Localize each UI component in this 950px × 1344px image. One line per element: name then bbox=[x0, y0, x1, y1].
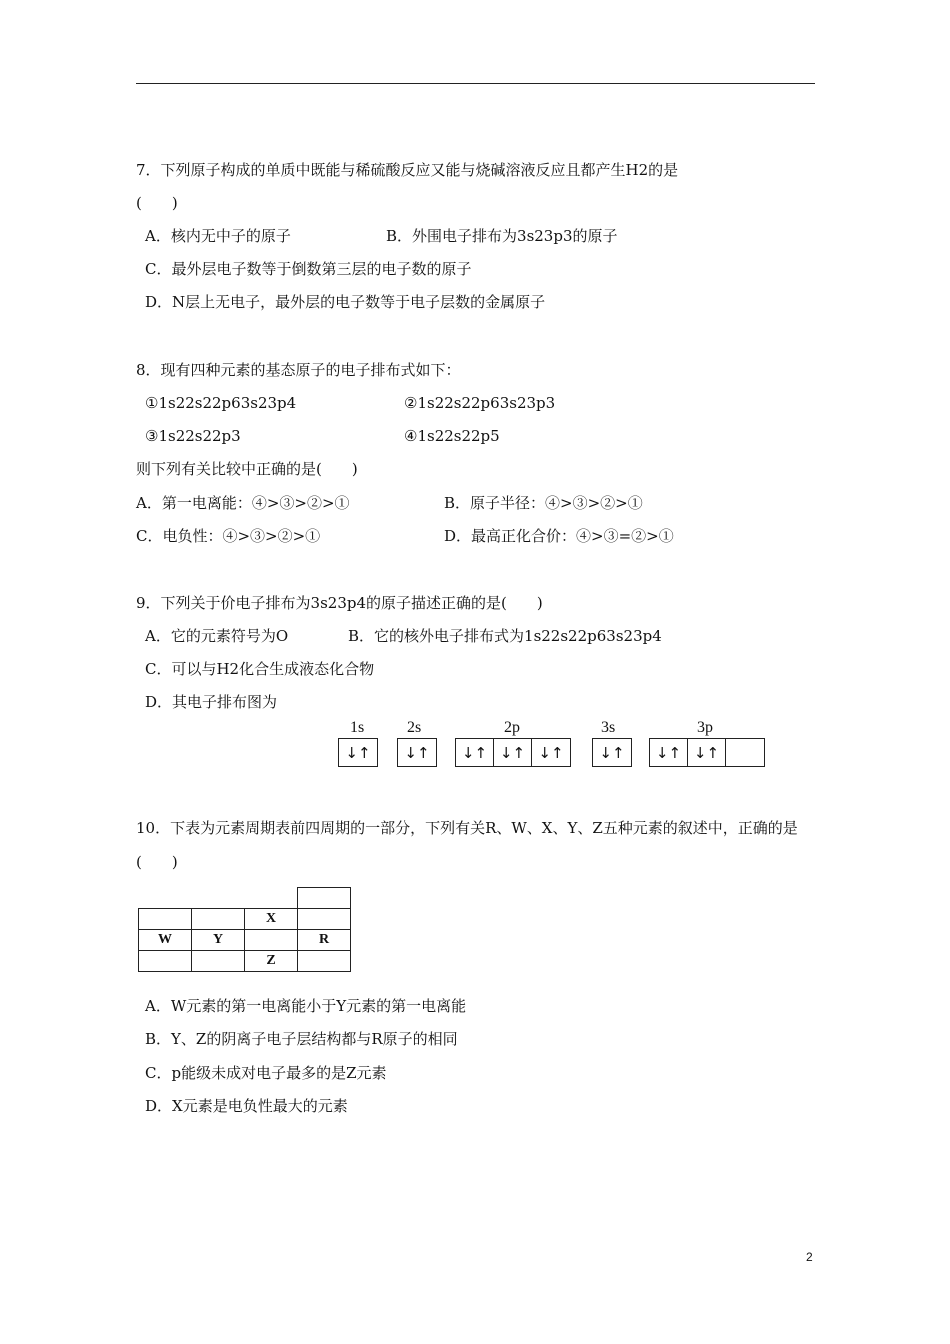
q8-option-a: A．第一电离能：④>③>②>① bbox=[136, 494, 350, 512]
page-number: 2 bbox=[806, 1250, 813, 1264]
periodic-table-fragment bbox=[138, 887, 351, 972]
q9-option-c: C．可以与H2化合生成液态化合物 bbox=[145, 660, 375, 678]
orbital-label-3p: 3p bbox=[697, 719, 713, 736]
orbital-cell: ↓↑ bbox=[688, 739, 726, 766]
q10-stem: 10．下表为元素周期表前四周期的一部分，下列有关R、W、X、Y、Z五种元素的叙述中，正确的是 bbox=[136, 819, 798, 837]
orbital-label-3s: 3s bbox=[601, 719, 616, 736]
q7-option-b: B．外围电子排布为3s23p3的原子 bbox=[386, 227, 618, 245]
pt-cell bbox=[245, 930, 298, 951]
q9-option-b: B．它的核外电子排布式为1s22s22p63s23p4 bbox=[348, 627, 662, 645]
pt-cell bbox=[192, 951, 245, 972]
q10-answer-paren: ( ) bbox=[136, 853, 178, 871]
q8-question: 则下列有关比较中正确的是( ) bbox=[136, 460, 358, 478]
q8-config-1: ①1s22s22p63s23p4 bbox=[145, 394, 297, 412]
pt-cell bbox=[139, 909, 192, 930]
orbital-cell: ↓↑ bbox=[599, 743, 625, 762]
pt-cell-x: X bbox=[245, 909, 298, 930]
orbital-box-2s bbox=[397, 738, 437, 767]
q8-option-d: D．最高正化合价：④>③=②>① bbox=[444, 527, 674, 545]
pt-cell-w: W bbox=[139, 930, 192, 951]
q7-option-a: A．核内无中子的原子 bbox=[145, 227, 291, 245]
q9-option-d: D．其电子排布图为 bbox=[145, 693, 278, 711]
orbital-label-2s: 2s bbox=[407, 719, 422, 736]
q7-option-d: D．N层上无电子，最外层的电子数等于电子层数的金属原子 bbox=[145, 293, 546, 311]
q8-config-3: ③1s22s22p3 bbox=[145, 427, 241, 445]
q10-option-a: A．W元素的第一电离能小于Y元素的第一电离能 bbox=[145, 997, 467, 1015]
q8-stem: 8．现有四种元素的基态原子的电子排布式如下： bbox=[136, 361, 461, 379]
pt-cell bbox=[139, 951, 192, 972]
orbital-cell-empty bbox=[726, 739, 764, 766]
q7-stem: 7．下列原子构成的单质中既能与稀硫酸反应又能与烧碱溶液反应且都产生H2的是 bbox=[136, 161, 679, 179]
orbital-box-3p bbox=[649, 738, 765, 767]
orbital-cell: ↓↑ bbox=[404, 743, 430, 762]
header-rule bbox=[136, 83, 815, 84]
pt-cell bbox=[298, 888, 351, 909]
pt-cell bbox=[192, 909, 245, 930]
orbital-cell: ↓↑ bbox=[345, 743, 371, 762]
orbital-cell: ↓↑ bbox=[456, 739, 494, 766]
pt-cell-y: Y bbox=[192, 930, 245, 951]
q7-option-c: C．最外层电子数等于倒数第三层的电子数的原子 bbox=[145, 260, 472, 278]
pt-cell-r: R bbox=[298, 930, 351, 951]
orbital-box-1s bbox=[338, 738, 378, 767]
q10-option-c: C．p能级未成对电子最多的是Z元素 bbox=[145, 1064, 387, 1082]
q8-option-c: C．电负性：④>③>②>① bbox=[136, 527, 321, 545]
orbital-label-2p: 2p bbox=[504, 719, 520, 736]
q9-option-a: A．它的元素符号为O bbox=[145, 627, 289, 645]
orbital-box-3s bbox=[592, 738, 632, 767]
orbital-label-1s: 1s bbox=[350, 719, 365, 736]
q8-config-2: ②1s22s22p63s23p3 bbox=[404, 394, 556, 412]
orbital-cell: ↓↑ bbox=[494, 739, 532, 766]
q8-config-4: ④1s22s22p5 bbox=[404, 427, 500, 445]
pt-cell bbox=[298, 909, 351, 930]
q10-option-d: D．X元素是电负性最大的元素 bbox=[145, 1097, 348, 1115]
q7-answer-paren: ( ) bbox=[136, 194, 178, 212]
orbital-cell: ↓↑ bbox=[538, 743, 564, 762]
orbital-cell: ↓↑ bbox=[650, 739, 688, 766]
q8-option-b: B．原子半径：④>③>②>① bbox=[444, 494, 643, 512]
q10-option-b: B．Y、Z的阴离子电子层结构都与R原子的相同 bbox=[145, 1030, 458, 1048]
pt-cell-z: Z bbox=[245, 951, 298, 972]
pt-cell bbox=[298, 951, 351, 972]
orbital-box-2p bbox=[455, 738, 571, 767]
q9-stem: 9．下列关于价电子排布为3s23p4的原子描述正确的是( ) bbox=[136, 594, 543, 612]
